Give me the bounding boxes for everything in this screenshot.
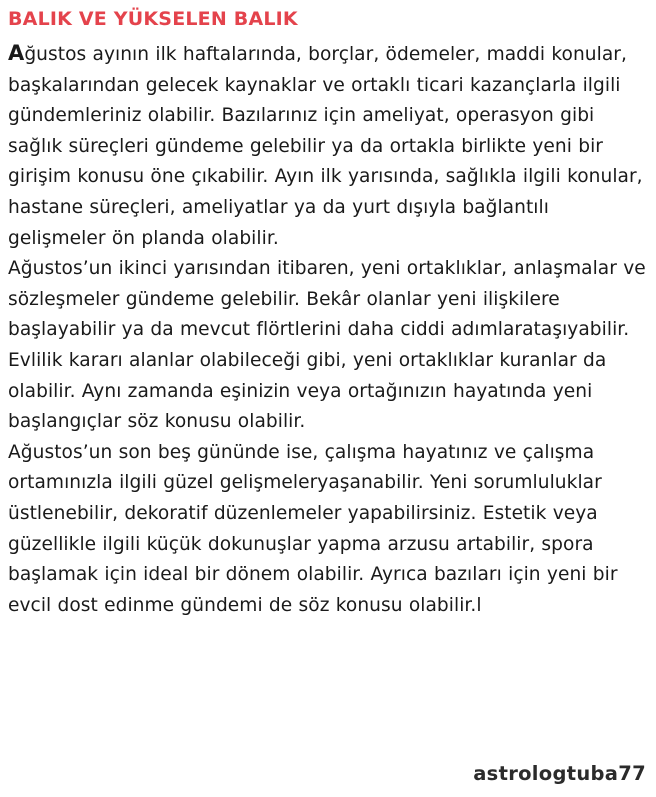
paragraph-1-text: ğustos ayının ilk haftalarında, borçlar, ödemeler, maddi konular, başkalarından gelecek kaynaklar ve ortaklı ticari kazançlarla ilgili gündemleriniz olabilir. Bazılarınız için ameliyat, operasyon gibi sağlık süreçleri gündeme gelebilir ya da ortakla birlikte yeni bir girişim konusu öne çıkabilir. Ayın ilk yarısında, sağlıkla ilgili konular, hastane süreçleri, ameliyatlar ya da yurt dışıyla bağlantılı gelişmeler ön planda olabilir. [8, 44, 643, 249]
paragraph-3: Ağustos’un son beş gününde ise, çalışma hayatınız ve çalışma ortamınızla ilgili güzel gelişmeleryaşanabilir. Yeni sorumluluklar üstlenebilir, dekoratif düzenlemeler yapabilirsiniz. Estetik veya güzellikle ilgili küçük dokunuşlar yapma arzusu artabilir, spora başlamak için ideal bir dönem olabilir. Ayrıca bazıları için yeni bir evcil dost edinme gündemi de söz konusu olabilir.l [8, 441, 618, 616]
watermark-handle: astrologtuba77 [473, 762, 646, 785]
article [8, 6, 652, 621]
paragraph-2: Ağustos’un ikinci yarısından itibaren, yeni ortaklıklar, anlaşmalar ve sözleşmeler gündeme gelebilir. Bekâr olanlar yeni ilişkilere başlayabilir ya da mevcut flörtlerini daha ciddi adımlarataşıyabilir. Evlilik kararı alanlar olabileceği gibi, yeni ortaklıklar kuranlar da olabilir. Aynı zamanda eşinizin veya ortağınızın hayatında yeni başlangıçlar söz konusu olabilir. [8, 258, 646, 433]
drop-cap: A [8, 41, 25, 65]
article-title: BALIK VE YÜKSELEN BALIK [8, 8, 298, 30]
paragraph-1 [8, 38, 652, 254]
